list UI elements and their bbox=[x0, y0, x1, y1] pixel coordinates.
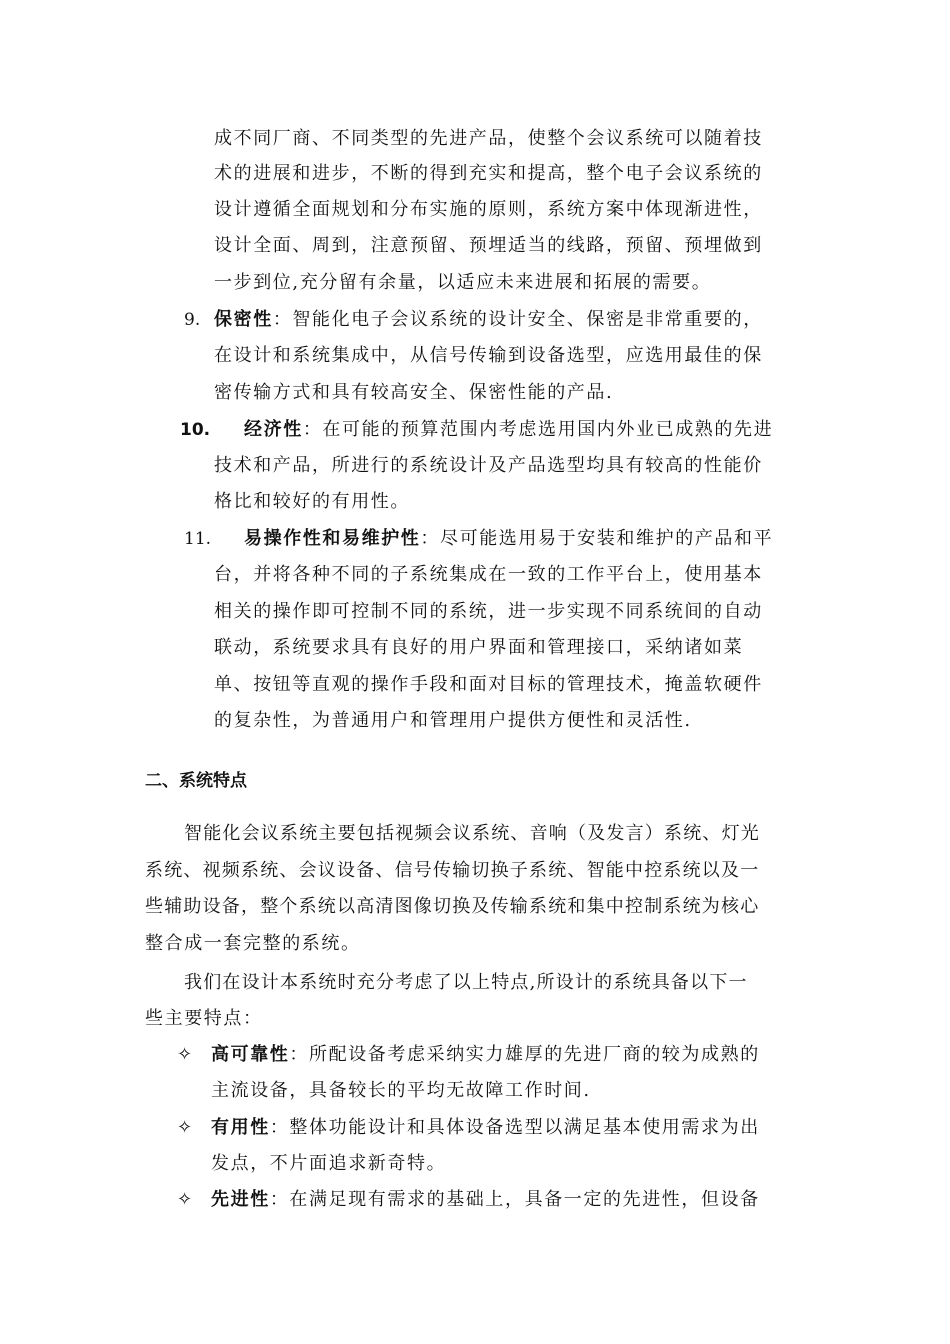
text-line: 设计全面、周到，注意预留、预埋适当的线路，预留、预埋做到 bbox=[214, 235, 763, 256]
text-span: ：在可能的预算范围内考虑选用国内外业已成熟的先进 bbox=[302, 419, 774, 440]
section-heading: 二、系统特点 bbox=[145, 771, 247, 791]
text-line: 相关的操作即可控制不同的系统，进一步实现不同系统间的自动 bbox=[214, 601, 763, 622]
diamond-bullet-icon: ✧ bbox=[177, 1044, 193, 1065]
text-line: 智能化会议系统主要包括视频会议系统、音响（及发言）系统、灯光 bbox=[184, 823, 760, 844]
text-line: 联动，系统要求具有良好的用户界面和管理接口，采纳诸如菜 bbox=[214, 637, 744, 658]
text-line: 些辅助设备，整个系统以高清图像切换及传输系统和集中控制系统为核心 bbox=[145, 896, 760, 917]
term-label: 易操作性和易维护性 bbox=[244, 528, 421, 549]
bullet-item bbox=[211, 1187, 760, 1213]
text-span: ：智能化电子会议系统的设计安全、保密是非常重要的， bbox=[272, 309, 763, 330]
bullet-item bbox=[211, 1042, 760, 1068]
text-span: ：在满足现有需求的基础上，具备一定的先进性，但设备 bbox=[269, 1189, 760, 1210]
text-line: 密传输方式和具有较高安全、保密性能的产品. bbox=[214, 382, 614, 403]
list-number: 9. bbox=[184, 310, 201, 330]
text-line: 系统、视频系统、会议设备、信号传输切换子系统、智能中控系统以及一 bbox=[145, 860, 760, 881]
text-line: 在设计和系统集成中，从信号传输到设备选型，应选用最佳的保 bbox=[214, 345, 763, 366]
text-line: 一步到位,充分留有余量，以适应未来进展和拓展的需要。 bbox=[214, 272, 712, 293]
term-label: 高可靠性 bbox=[211, 1044, 290, 1065]
list-item-9 bbox=[214, 307, 763, 333]
text-line: 术的进展和进步，不断的得到充实和提高，整个电子会议系统的 bbox=[214, 163, 763, 184]
list-item-10 bbox=[244, 417, 773, 443]
bullet-item bbox=[211, 1115, 760, 1141]
text-line: 格比和较好的有用性。 bbox=[214, 491, 410, 512]
text-line: 成不同厂商、不同类型的先进产品，使整个会议系统可以随着技 bbox=[214, 128, 763, 149]
term-label: 先进性 bbox=[211, 1189, 270, 1210]
diamond-bullet-icon: ✧ bbox=[177, 1117, 193, 1138]
text-span: ：尽可能选用易于安装和维护的产品和平 bbox=[420, 528, 774, 549]
text-line: 的复杂性，为普通用户和管理用户提供方便性和灵活性. bbox=[214, 710, 692, 731]
term-label: 保密性 bbox=[214, 309, 273, 330]
list-item-11 bbox=[244, 526, 773, 552]
text-line: 发点，不片面追求新奇特。 bbox=[211, 1153, 447, 1174]
text-line: 些主要特点： bbox=[145, 1008, 263, 1029]
text-line: 主流设备，具备较长的平均无故障工作时间. bbox=[211, 1080, 591, 1101]
text-span: ：所配设备考虑采纳实力雄厚的先进厂商的较为成熟的 bbox=[289, 1044, 760, 1065]
list-number: 10. bbox=[180, 420, 211, 440]
text-line: 我们在设计本系统时充分考虑了以上特点,所设计的系统具备以下一 bbox=[184, 972, 748, 993]
diamond-bullet-icon: ✧ bbox=[177, 1189, 193, 1210]
text-line: 单、按钮等直观的操作手段和面对目标的管理技术，掩盖软硬件 bbox=[214, 674, 763, 695]
list-number: 11. bbox=[184, 529, 212, 549]
text-line: 设计遵循全面规划和分布实施的原则，系统方案中体现渐进性， bbox=[214, 199, 763, 220]
term-label: 经济性 bbox=[244, 419, 303, 440]
text-line: 整合成一套完整的系统。 bbox=[145, 933, 361, 954]
text-span: ：整体功能设计和具体设备选型以满足基本使用需求为出 bbox=[269, 1117, 760, 1138]
term-label: 有用性 bbox=[211, 1117, 270, 1138]
text-line: 台，并将各种不同的子系统集成在一致的工作平台上，使用基本 bbox=[214, 564, 763, 585]
text-line: 技术和产品，所进行的系统设计及产品选型均具有较高的性能价 bbox=[214, 455, 763, 476]
